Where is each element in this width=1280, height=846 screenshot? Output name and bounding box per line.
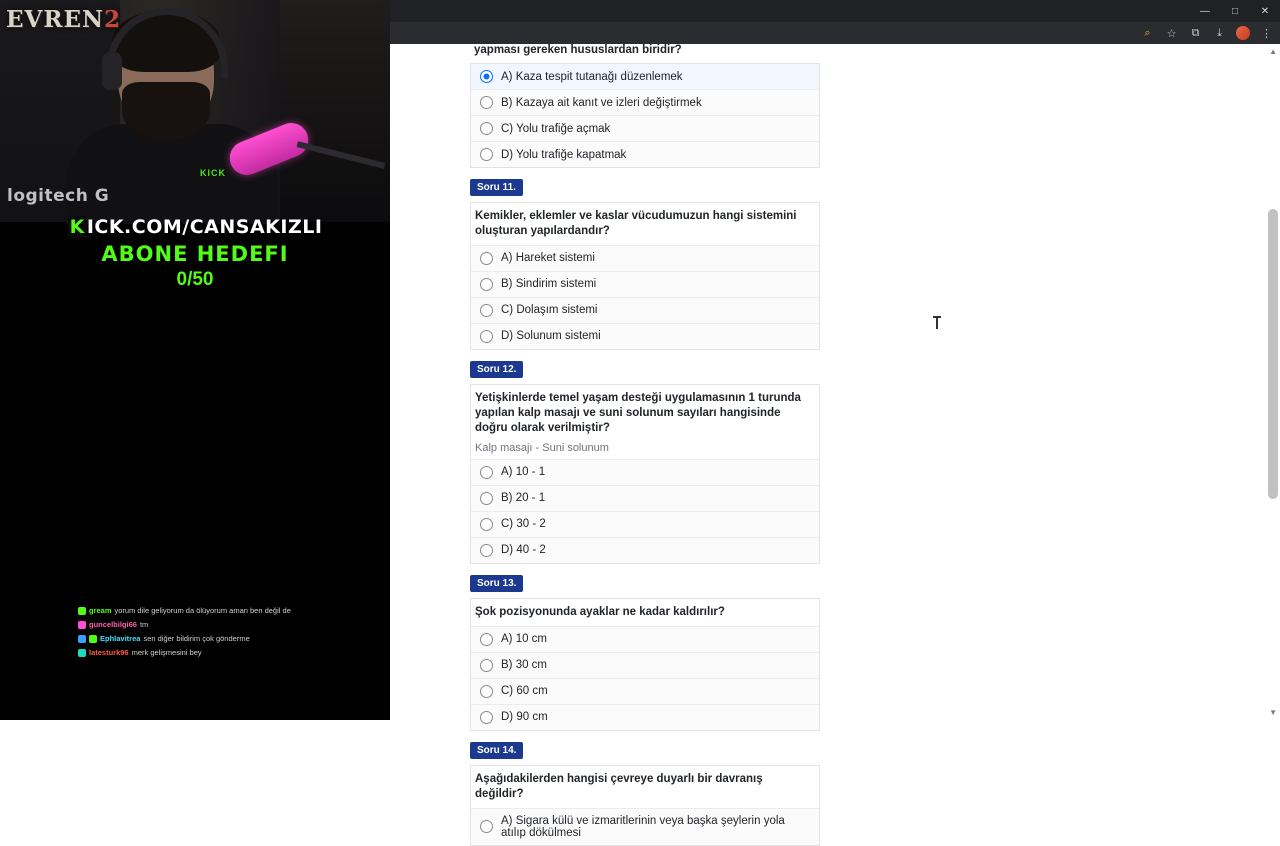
option-row[interactable] xyxy=(471,271,819,297)
question-text: Kemikler, eklemler ve kaslar vücudumuzun hangi sistemini oluşturan yapılardandır? xyxy=(475,210,797,237)
chat-username: gream xyxy=(89,606,112,615)
chat-overlay xyxy=(78,606,378,662)
option-row[interactable] xyxy=(471,485,819,511)
close-icon[interactable]: ✕ xyxy=(1260,5,1270,17)
chat-username: guncelbilgi66 xyxy=(89,620,137,629)
menu-icon[interactable]: ⋮ xyxy=(1261,27,1272,40)
chat-message: sen diğer bildirim çok gönderme xyxy=(143,634,250,643)
radio-button[interactable] xyxy=(480,122,493,135)
option-label: A) Hareket sistemi xyxy=(501,252,595,265)
question-card xyxy=(470,598,820,731)
quiz-page xyxy=(390,44,1264,839)
list-item xyxy=(78,648,378,657)
chat-message: merk gelişmesini bey xyxy=(131,648,202,657)
minimize-icon[interactable]: — xyxy=(1200,5,1210,17)
bookmark-star-icon[interactable]: ☆ xyxy=(1166,27,1177,40)
chat-badge-icon xyxy=(78,621,86,629)
option-label: D) 90 cm xyxy=(501,711,548,724)
option-row[interactable] xyxy=(471,652,819,678)
question-number-badge: Soru 12. xyxy=(470,361,523,378)
zoom-icon[interactable]: ⌕ xyxy=(1144,26,1151,39)
option-label: C) 60 cm xyxy=(501,685,548,698)
option-row[interactable] xyxy=(471,537,819,563)
subscriber-goal-banner xyxy=(0,216,390,302)
option-row[interactable] xyxy=(471,89,819,115)
option-row[interactable] xyxy=(471,141,819,167)
radio-button[interactable] xyxy=(480,148,493,161)
option-label: B) Kazaya ait kanıt ve izleri değiştirmek xyxy=(501,96,702,109)
option-label: B) 20 - 1 xyxy=(501,492,546,505)
radio-button[interactable] xyxy=(480,492,493,505)
option-label: A) 10 cm xyxy=(501,633,548,646)
option-row[interactable] xyxy=(471,64,819,89)
webcam-feed xyxy=(0,0,390,222)
extensions-icon[interactable]: ⧉ xyxy=(1191,26,1200,39)
question-card xyxy=(470,202,820,350)
headphone-earcup xyxy=(102,52,122,90)
radio-button[interactable] xyxy=(480,711,493,724)
option-row[interactable] xyxy=(471,459,819,485)
radio-button[interactable] xyxy=(480,330,493,343)
kick-watermark: KICK xyxy=(200,168,226,178)
option-label: A) 10 - 1 xyxy=(501,466,546,479)
chat-message: yorum dile geliyorum da ölüyorum aman ben değil de xyxy=(114,606,291,615)
radio-button[interactable] xyxy=(480,278,493,291)
list-item xyxy=(78,620,378,629)
option-row[interactable] xyxy=(471,511,819,537)
browser-window xyxy=(390,0,1280,839)
radio-button[interactable] xyxy=(480,633,493,646)
question-number-badge: Soru 11. xyxy=(470,179,523,196)
option-label: A) Kaza tespit tutanağı düzenlemek xyxy=(501,70,683,83)
option-label: A) Sigara külü ve izmaritlerinin veya başka şeylerin yola atılıp dökülmesi xyxy=(501,814,785,839)
question-subtext: Kalp masajı - Suni solunum xyxy=(475,441,609,454)
kick-url-text: ICK.COM/CANSAKIZLI xyxy=(86,216,323,238)
headphones-icon xyxy=(106,8,228,78)
option-row[interactable] xyxy=(471,323,819,349)
radio-button[interactable] xyxy=(480,466,493,479)
question-card xyxy=(470,63,820,168)
option-row[interactable] xyxy=(471,245,819,271)
profile-avatar[interactable] xyxy=(1236,26,1250,40)
radio-button[interactable] xyxy=(480,820,493,833)
question-text: Yetişkinlerde temel yaşam desteği uygulamasının 1 turunda yapılan kalp masajı ve suni solunum sayıları hangisinde doğru olarak verilmiştir? xyxy=(475,391,801,434)
question-number-badge: Soru 13. xyxy=(470,575,523,592)
option-label: B) Sindirim sistemi xyxy=(501,278,597,291)
option-row[interactable] xyxy=(471,678,819,704)
chat-badge-icon xyxy=(78,635,86,643)
question-card xyxy=(470,384,820,564)
question-text: Aşağıdakilerden hangisi çevreye duyarlı bir davranış değildir? xyxy=(475,772,763,800)
question-card xyxy=(470,765,820,846)
chat-badge-icon xyxy=(78,607,86,615)
question-text-partial: yapması gereken hususlardan biridir? xyxy=(474,44,682,56)
question-text: Şok pozisyonunda ayaklar ne kadar kaldırılır? xyxy=(475,605,725,618)
radio-button[interactable] xyxy=(480,252,493,265)
sponsor-logo: logitech G xyxy=(7,186,110,206)
radio-button[interactable] xyxy=(480,544,493,557)
radio-button[interactable] xyxy=(480,659,493,672)
option-row[interactable] xyxy=(471,115,819,141)
browser-toolbar xyxy=(390,22,1280,44)
sub-goal-count: 0/50 xyxy=(176,269,214,290)
option-label: C) 30 - 2 xyxy=(501,518,546,531)
radio-button[interactable] xyxy=(480,304,493,317)
chat-username: latesturk96 xyxy=(89,648,129,657)
chat-badge-icon xyxy=(89,635,97,643)
quiz-container xyxy=(470,44,820,846)
scroll-up-icon[interactable]: ▲ xyxy=(1269,47,1277,56)
scroll-down-icon[interactable]: ▼ xyxy=(1269,708,1277,717)
streamer-beard xyxy=(122,82,210,140)
window-titlebar xyxy=(390,0,1280,22)
option-label: D) 40 - 2 xyxy=(501,544,546,557)
option-row[interactable] xyxy=(471,704,819,730)
list-item xyxy=(78,606,378,615)
radio-button[interactable] xyxy=(480,70,493,83)
radio-button[interactable] xyxy=(480,685,493,698)
option-row[interactable] xyxy=(471,297,819,323)
option-row[interactable] xyxy=(471,626,819,652)
chat-message: tm xyxy=(139,620,149,629)
sub-goal-label: ABONE HEDEFI xyxy=(101,242,289,266)
radio-button[interactable] xyxy=(480,518,493,531)
channel-logo xyxy=(6,6,121,33)
channel-logo-number: 2 xyxy=(104,6,122,33)
chat-badge-icon xyxy=(78,649,86,657)
option-label: B) 30 cm xyxy=(501,659,548,672)
page-scrollbar[interactable] xyxy=(1264,44,1280,720)
stream-overlay-panel xyxy=(0,0,390,720)
option-row[interactable] xyxy=(471,808,819,845)
kick-k-icon: K xyxy=(69,216,85,238)
mouse-cursor xyxy=(936,318,938,329)
scrollbar-thumb[interactable] xyxy=(1268,209,1278,499)
option-label: D) Yolu trafiğe kapatmak xyxy=(501,148,627,161)
downloads-icon[interactable]: ⤓ xyxy=(1217,26,1222,39)
option-label: C) Dolaşım sistemi xyxy=(501,304,598,317)
option-label: C) Yolu trafiğe açmak xyxy=(501,122,611,135)
channel-logo-text: EVREN xyxy=(6,6,105,33)
chat-username: Ephlavitrea xyxy=(100,634,141,643)
question-number-badge: Soru 14. xyxy=(470,742,523,759)
kick-channel-url xyxy=(0,216,390,238)
page-content xyxy=(390,44,1280,839)
list-item xyxy=(78,634,378,643)
option-label: D) Solunum sistemi xyxy=(501,330,601,343)
background-wall-right xyxy=(280,0,390,222)
radio-button[interactable] xyxy=(480,96,493,109)
maximize-icon[interactable]: □ xyxy=(1231,5,1239,17)
